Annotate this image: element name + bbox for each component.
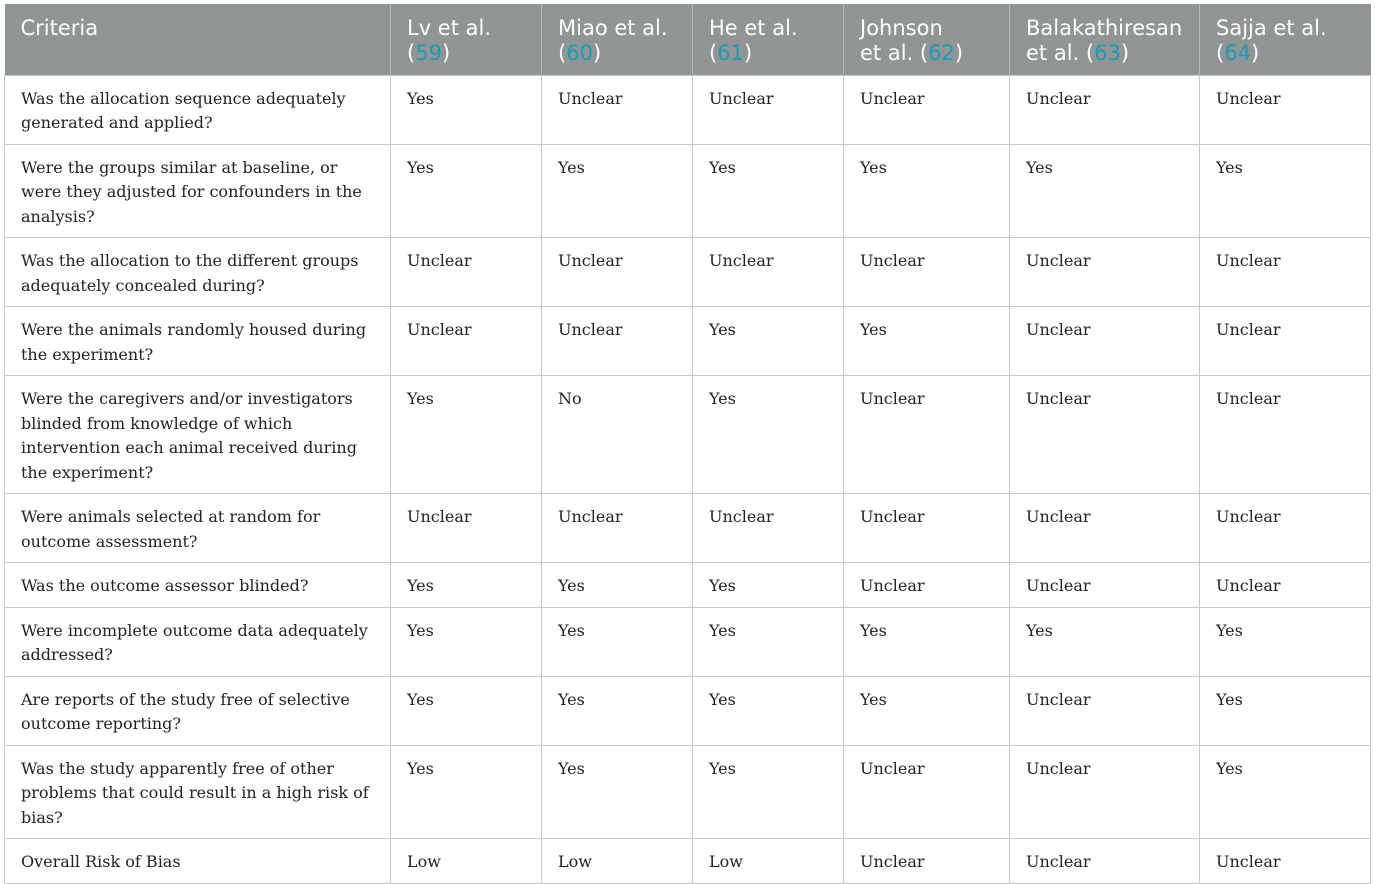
reference-link[interactable]: 61 [717, 41, 744, 65]
criterion-cell: Were the animals randomly housed during the experiment? [5, 307, 391, 376]
value-cell: Yes [391, 607, 542, 676]
value-cell: Unclear [1200, 376, 1371, 494]
value-cell: Yes [1200, 607, 1371, 676]
criterion-cell: Are reports of the study free of selective outcome reporting? [5, 676, 391, 745]
study-name-cont: et al. [860, 41, 920, 65]
header-study-miao: Miao et al. (60) [542, 4, 693, 75]
reference-link[interactable]: 63 [1094, 41, 1121, 65]
value-cell: Unclear [844, 563, 1010, 608]
value-cell: Unclear [391, 238, 542, 307]
criterion-cell: Was the outcome assessor blinded? [5, 563, 391, 608]
header-study-balakathiresan: Balakathiresan et al. (63) [1010, 4, 1200, 75]
value-cell: Yes [844, 607, 1010, 676]
value-cell: Unclear [844, 839, 1010, 884]
table-row [5, 563, 1371, 608]
study-name-cont: et al. [1026, 41, 1086, 65]
table-row [5, 494, 1371, 563]
value-cell: Yes [693, 144, 844, 238]
value-cell: Yes [1200, 144, 1371, 238]
value-cell: Unclear [542, 307, 693, 376]
value-cell: Unclear [844, 238, 1010, 307]
value-cell: Unclear [1200, 307, 1371, 376]
value-cell: Yes [693, 676, 844, 745]
table-row [5, 745, 1371, 839]
value-cell: Unclear [1010, 75, 1200, 144]
value-cell: Yes [391, 75, 542, 144]
value-cell: Yes [844, 307, 1010, 376]
value-cell: Unclear [1200, 238, 1371, 307]
value-cell: Low [693, 839, 844, 884]
criterion-cell: Were incomplete outcome data adequately addressed? [5, 607, 391, 676]
value-cell: Yes [542, 563, 693, 608]
value-cell: Yes [391, 745, 542, 839]
table-header-row [5, 4, 1371, 75]
value-cell: Unclear [693, 238, 844, 307]
value-cell: Yes [542, 144, 693, 238]
criterion-cell: Was the allocation sequence adequately generated and applied? [5, 75, 391, 144]
table-row [5, 144, 1371, 238]
value-cell: Yes [693, 376, 844, 494]
risk-of-bias-table [4, 4, 1371, 884]
table-row [5, 75, 1371, 144]
reference-link[interactable]: 59 [415, 41, 442, 65]
value-cell: Yes [693, 307, 844, 376]
value-cell: Low [542, 839, 693, 884]
criterion-cell: Were the caregivers and/or investigators blinded from knowledge of which intervention each animal received during the experiment? [5, 376, 391, 494]
value-cell: Unclear [1010, 238, 1200, 307]
value-cell: Unclear [693, 494, 844, 563]
value-cell: Unclear [542, 238, 693, 307]
value-cell: Yes [391, 376, 542, 494]
header-study-lv: Lv et al. (59) [391, 4, 542, 75]
reference-link[interactable]: 62 [928, 41, 955, 65]
value-cell: No [542, 376, 693, 494]
value-cell: Yes [844, 144, 1010, 238]
value-cell: Yes [693, 745, 844, 839]
criterion-cell: Were the groups similar at baseline, or were they adjusted for confounders in the analysis? [5, 144, 391, 238]
study-name: Balakathiresan [1026, 16, 1183, 40]
value-cell: Yes [1010, 607, 1200, 676]
value-cell: Unclear [844, 376, 1010, 494]
reference-link[interactable]: 60 [566, 41, 593, 65]
value-cell: Unclear [1010, 494, 1200, 563]
value-cell: Unclear [1010, 745, 1200, 839]
criterion-cell: Was the allocation to the different groups adequately concealed during? [5, 238, 391, 307]
value-cell: Unclear [1010, 307, 1200, 376]
value-cell: Unclear [391, 494, 542, 563]
value-cell: Unclear [1200, 839, 1371, 884]
value-cell: Unclear [542, 75, 693, 144]
header-study-he: He et al. (61) [693, 4, 844, 75]
table-row [5, 607, 1371, 676]
table-row [5, 307, 1371, 376]
table-row [5, 676, 1371, 745]
header-criteria: Criteria [5, 4, 391, 75]
value-cell: Unclear [1010, 676, 1200, 745]
value-cell: Unclear [391, 307, 542, 376]
header-study-johnson: Johnson et al. (62) [844, 4, 1010, 75]
header-study-sajja: Sajja et al. (64) [1200, 4, 1371, 75]
value-cell: Unclear [844, 745, 1010, 839]
value-cell: Yes [391, 144, 542, 238]
value-cell: Unclear [693, 75, 844, 144]
value-cell: Yes [1200, 745, 1371, 839]
value-cell: Unclear [1010, 839, 1200, 884]
table-row-overall [5, 839, 1371, 884]
value-cell: Yes [693, 563, 844, 608]
study-name: Miao et al. [558, 16, 668, 40]
table-row [5, 238, 1371, 307]
value-cell: Yes [542, 745, 693, 839]
value-cell: Unclear [1200, 75, 1371, 144]
value-cell: Unclear [844, 494, 1010, 563]
value-cell: Unclear [1010, 376, 1200, 494]
value-cell: Unclear [1200, 563, 1371, 608]
study-name: Sajja et al. [1216, 16, 1327, 40]
criterion-cell: Overall Risk of Bias [5, 839, 391, 884]
study-name: Johnson [860, 16, 943, 40]
value-cell: Yes [693, 607, 844, 676]
value-cell: Low [391, 839, 542, 884]
value-cell: Yes [1200, 676, 1371, 745]
value-cell: Yes [391, 676, 542, 745]
criterion-cell: Was the study apparently free of other problems that could result in a high risk of bias? [5, 745, 391, 839]
value-cell: Unclear [1010, 563, 1200, 608]
value-cell: Unclear [542, 494, 693, 563]
value-cell: Yes [1010, 144, 1200, 238]
study-name: Lv et al. [407, 16, 492, 40]
reference-link[interactable]: 64 [1224, 41, 1251, 65]
value-cell: Yes [542, 607, 693, 676]
table-row [5, 376, 1371, 494]
value-cell: Unclear [1200, 494, 1371, 563]
value-cell: Unclear [844, 75, 1010, 144]
value-cell: Yes [542, 676, 693, 745]
criterion-cell: Were animals selected at random for outcome assessment? [5, 494, 391, 563]
value-cell: Yes [844, 676, 1010, 745]
study-name: He et al. [709, 16, 798, 40]
value-cell: Yes [391, 563, 542, 608]
